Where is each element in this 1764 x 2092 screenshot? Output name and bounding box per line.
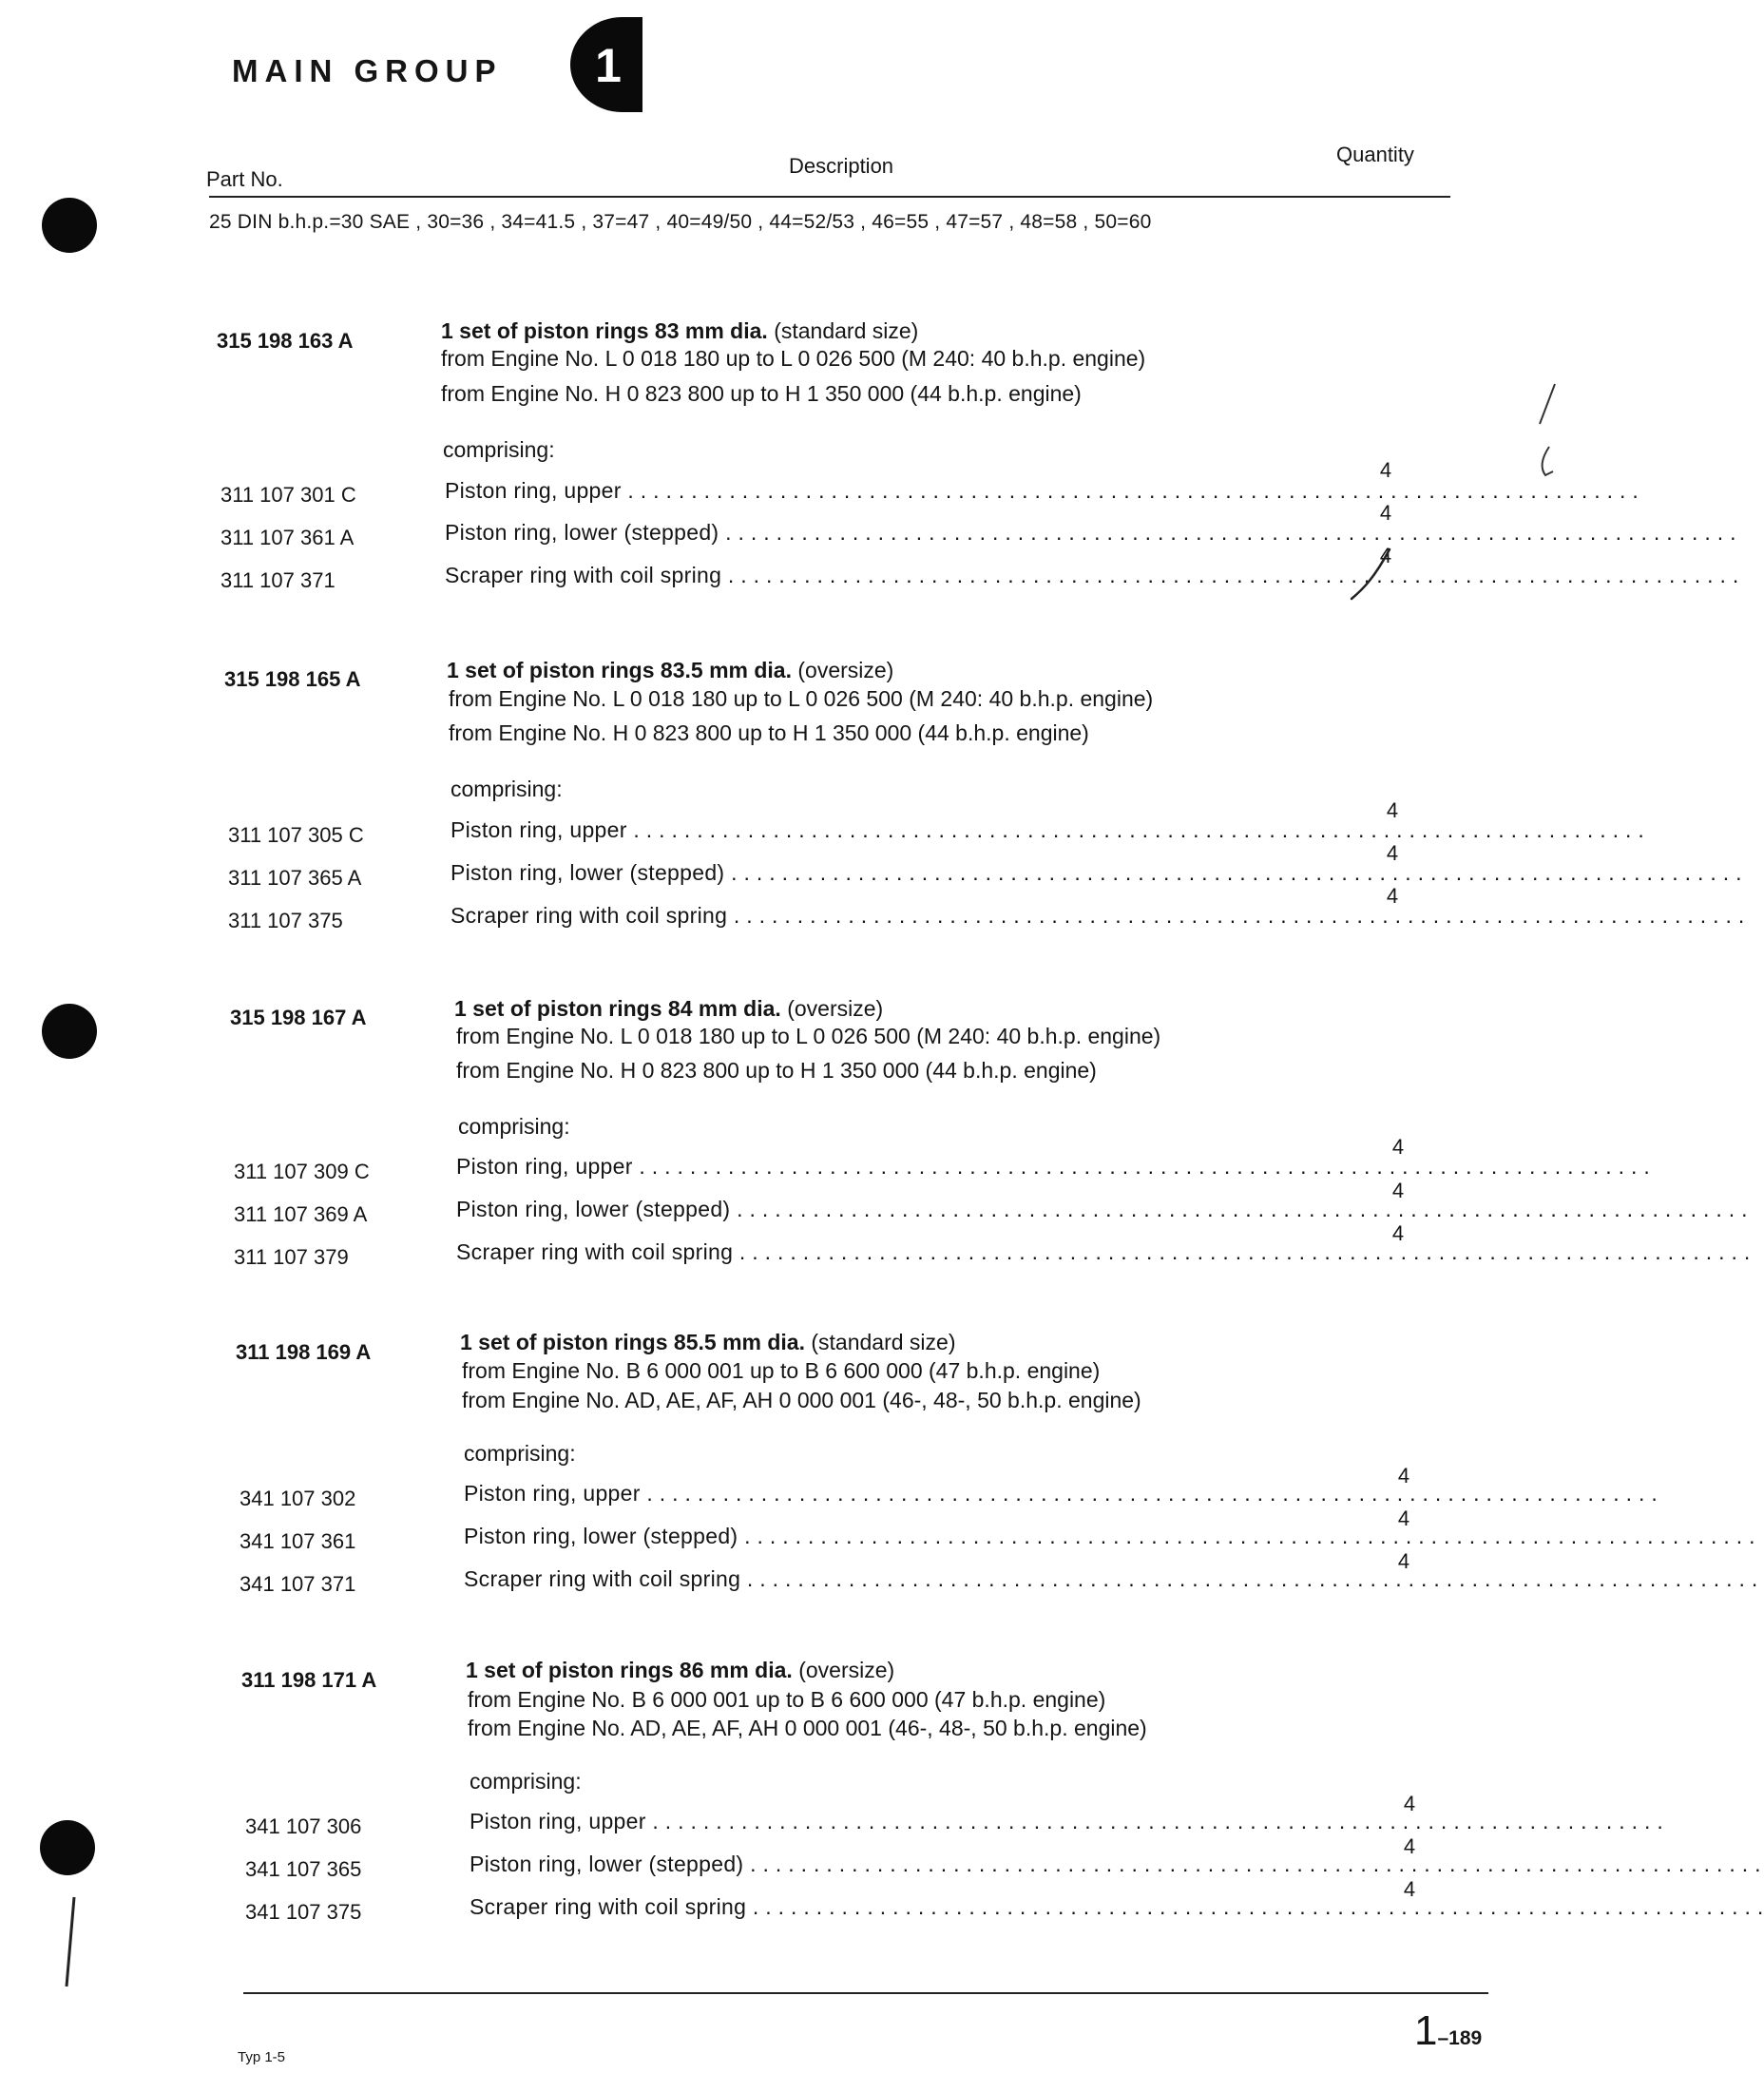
set-part-number: 315 198 165 A bbox=[224, 667, 361, 691]
comprising-label: comprising: bbox=[451, 777, 563, 801]
item-description: Piston ring, upper . . . . . . . . . . . . . . . . . . . . . . . . . . . . . . . . . . . . . . . . . . . . . . . . . . . . . . . . . . . . . . . . . . . . . . . . . . . . . . . . bbox=[451, 817, 1645, 842]
engine-range-line: from Engine No. H 0 823 800 up to H 1 350 000 (44 b.h.p. engine) bbox=[456, 1058, 1097, 1083]
item-part-number: 311 107 301 C bbox=[220, 483, 356, 507]
item-description: Piston ring, upper . . . . . . . . . . . . . . . . . . . . . . . . . . . . . . . . . . . . . . . . . . . . . . . . . . . . . . . . . . . . . . . . . . . . . . . . . . . . . . . . bbox=[464, 1481, 1659, 1506]
comprising-label: comprising: bbox=[458, 1114, 570, 1139]
binder-hole bbox=[42, 1004, 97, 1059]
item-description: Scraper ring with coil spring . . . . . . . . . . . . . . . . . . . . . . . . . . . . . . . . . . . . . . . . . . . . . . . . . . . . . . . . . . . . . . . . . . . . . . . . . . . . . . . . bbox=[456, 1239, 1751, 1264]
engine-range-line: from Engine No. H 0 823 800 up to H 1 350 000 (44 b.h.p. engine) bbox=[441, 381, 1082, 406]
item-quantity: 4 bbox=[1379, 501, 1392, 525]
item-part-number: 341 107 361 bbox=[240, 1529, 356, 1553]
item-part-number: 341 107 375 bbox=[245, 1900, 362, 1924]
item-quantity: 4 bbox=[1386, 798, 1399, 822]
item-description: Piston ring, lower (stepped) . . . . . . . . . . . . . . . . . . . . . . . . . . . . . . . . . . . . . . . . . . . . . . . . . . . . . . . . . . . . . . . . . . . . . . . . . . . . . . . . bbox=[470, 1852, 1761, 1876]
set-part-number: 311 198 169 A bbox=[236, 1340, 372, 1364]
item-quantity: 4 bbox=[1379, 544, 1392, 567]
item-part-number: 311 107 361 A bbox=[220, 526, 355, 549]
set-part-number: 315 198 167 A bbox=[230, 1006, 367, 1029]
item-description: Piston ring, lower (stepped) . . . . . . . . . . . . . . . . . . . . . . . . . . . . . . . . . . . . . . . . . . . . . . . . . . . . . . . . . . . . . . . . . . . . . . . . . . . . . . . . bbox=[464, 1524, 1755, 1548]
set-part-number: 311 198 171 A bbox=[241, 1668, 377, 1692]
item-description: Piston ring, lower (stepped) . . . . . . . . . . . . . . . . . . . . . . . . . . . . . . . . . . . . . . . . . . . . . . . . . . . . . . . . . . . . . . . . . . . . . . . . . . . . . . . . bbox=[456, 1197, 1748, 1221]
item-part-number: 311 107 365 A bbox=[228, 866, 362, 890]
engine-range-line: from Engine No. L 0 018 180 up to L 0 026 500 (M 240: 40 b.h.p. engine) bbox=[449, 686, 1154, 711]
set-title: 1 set of piston rings 83 mm dia. (standard size) bbox=[441, 318, 919, 343]
item-quantity: 4 bbox=[1403, 1877, 1416, 1901]
item-quantity: 4 bbox=[1391, 1135, 1405, 1159]
engine-range-line: from Engine No. H 0 823 800 up to H 1 350 000 (44 b.h.p. engine) bbox=[449, 720, 1089, 745]
item-part-number: 311 107 369 A bbox=[234, 1202, 368, 1226]
item-quantity: 4 bbox=[1391, 1179, 1405, 1202]
page-number-sub: –189 bbox=[1437, 2027, 1483, 2049]
item-quantity: 4 bbox=[1403, 1834, 1416, 1858]
set-title: 1 set of piston rings 85.5 mm dia. (standard size) bbox=[460, 1330, 956, 1354]
item-part-number: 311 107 371 bbox=[220, 568, 336, 592]
header-rule bbox=[209, 196, 1450, 198]
item-description: Piston ring, upper . . . . . . . . . . . . . . . . . . . . . . . . . . . . . . . . . . . . . . . . . . . . . . . . . . . . . . . . . . . . . . . . . . . . . . . . . . . . . . . . bbox=[470, 1809, 1664, 1833]
item-description: Piston ring, lower (stepped) . . . . . . . . . . . . . . . . . . . . . . . . . . . . . . . . . . . . . . . . . . . . . . . . . . . . . . . . . . . . . . . . . . . . . . . . . . . . . . . . bbox=[451, 860, 1742, 885]
item-part-number: 341 107 371 bbox=[240, 1572, 356, 1596]
item-quantity: 4 bbox=[1386, 884, 1399, 908]
item-part-number: 311 107 379 bbox=[234, 1245, 349, 1269]
binder-hole bbox=[42, 198, 97, 253]
item-description: Piston ring, upper . . . . . . . . . . . . . . . . . . . . . . . . . . . . . . . . . . . . . . . . . . . . . . . . . . . . . . . . . . . . . . . . . . . . . . . . . . . . . . . . bbox=[445, 478, 1639, 503]
item-description: Scraper ring with coil spring . . . . . . . . . . . . . . . . . . . . . . . . . . . . . . . . . . . . . . . . . . . . . . . . . . . . . . . . . . . . . . . . . . . . . . . . . . . . . . . . bbox=[470, 1894, 1764, 1919]
item-quantity: 4 bbox=[1397, 1464, 1410, 1487]
engine-range-line: from Engine No. B 6 000 001 up to B 6 600 000 (47 b.h.p. engine) bbox=[462, 1358, 1101, 1383]
margin-pencil-mark bbox=[1532, 380, 1561, 494]
comprising-label: comprising: bbox=[464, 1441, 576, 1466]
item-quantity: 4 bbox=[1397, 1549, 1410, 1573]
item-description: Scraper ring with coil spring . . . . . . . . . . . . . . . . . . . . . . . . . . . . . . . . . . . . . . . . . . . . . . . . . . . . . . . . . . . . . . . . . . . . . . . . . . . . . . . . bbox=[445, 563, 1739, 587]
item-quantity: 4 bbox=[1386, 841, 1399, 865]
engine-range-line: from Engine No. B 6 000 001 up to B 6 600 000 (47 b.h.p. engine) bbox=[468, 1687, 1106, 1712]
column-header-quantity: Quantity bbox=[1336, 143, 1414, 166]
item-part-number: 341 107 302 bbox=[240, 1487, 356, 1510]
group-number: 1 bbox=[595, 39, 622, 92]
binder-hole bbox=[40, 1820, 95, 1875]
comprising-label: comprising: bbox=[443, 437, 555, 462]
engine-range-line: from Engine No. AD, AE, AF, AH 0 000 001 (46-, 48-, 50 b.h.p. engine) bbox=[462, 1388, 1141, 1412]
item-description: Scraper ring with coil spring . . . . . . . . . . . . . . . . . . . . . . . . . . . . . . . . . . . . . . . . . . . . . . . . . . . . . . . . . . . . . . . . . . . . . . . . . . . . . . . . bbox=[464, 1566, 1758, 1591]
item-part-number: 311 107 305 C bbox=[228, 823, 364, 847]
set-title: 1 set of piston rings 86 mm dia. (oversize) bbox=[466, 1658, 895, 1682]
page-number bbox=[1414, 2007, 1482, 2055]
item-part-number: 311 107 309 C bbox=[234, 1160, 370, 1183]
item-quantity: 4 bbox=[1379, 458, 1392, 482]
page-title: MAIN GROUP bbox=[232, 53, 503, 88]
set-part-number: 315 198 163 A bbox=[217, 329, 354, 353]
engine-range-line: from Engine No. AD, AE, AF, AH 0 000 001 (46-, 48-, 50 b.h.p. engine) bbox=[468, 1716, 1147, 1740]
item-part-number: 341 107 306 bbox=[245, 1814, 362, 1838]
column-header-part-no: Part No. bbox=[206, 167, 283, 191]
item-part-number: 311 107 375 bbox=[228, 909, 343, 932]
engine-range-line: from Engine No. L 0 018 180 up to L 0 026 500 (M 240: 40 b.h.p. engine) bbox=[441, 346, 1146, 371]
bhp-conversion-note: 25 DIN b.h.p.=30 SAE , 30=36 , 34=41.5 , 37=47 , 40=49/50 , 44=52/53 , 46=55 , 47=57 , 48=58 , 50=60 bbox=[209, 211, 1152, 233]
handwritten-check-mark bbox=[1348, 546, 1395, 603]
comprising-label: comprising: bbox=[470, 1769, 582, 1794]
column-header-description: Description bbox=[789, 154, 894, 178]
set-title: 1 set of piston rings 84 mm dia. (oversize) bbox=[454, 996, 884, 1021]
item-description: Scraper ring with coil spring . . . . . . . . . . . . . . . . . . . . . . . . . . . . . . . . . . . . . . . . . . . . . . . . . . . . . . . . . . . . . . . . . . . . . . . . . . . . . . . . bbox=[451, 903, 1745, 928]
set-title: 1 set of piston rings 83.5 mm dia. (oversize) bbox=[447, 658, 894, 682]
item-part-number: 341 107 365 bbox=[245, 1857, 362, 1881]
item-quantity: 4 bbox=[1391, 1221, 1405, 1245]
page-number-main: 1 bbox=[1414, 2007, 1438, 2054]
type-label: Typ 1-5 bbox=[238, 2049, 286, 2065]
item-description: Piston ring, lower (stepped) . . . . . . . . . . . . . . . . . . . . . . . . . . . . . . . . . . . . . . . . . . . . . . . . . . . . . . . . . . . . . . . . . . . . . . . . . . . . . . . . bbox=[445, 520, 1736, 545]
engine-range-line: from Engine No. L 0 018 180 up to L 0 026 500 (M 240: 40 b.h.p. engine) bbox=[456, 1024, 1161, 1048]
item-description: Piston ring, upper . . . . . . . . . . . . . . . . . . . . . . . . . . . . . . . . . . . . . . . . . . . . . . . . . . . . . . . . . . . . . . . . . . . . . . . . . . . . . . . . bbox=[456, 1154, 1651, 1179]
margin-pencil-mark bbox=[61, 1891, 80, 1996]
item-quantity: 4 bbox=[1397, 1507, 1410, 1530]
item-quantity: 4 bbox=[1403, 1792, 1416, 1815]
footer-rule bbox=[243, 1992, 1488, 1994]
